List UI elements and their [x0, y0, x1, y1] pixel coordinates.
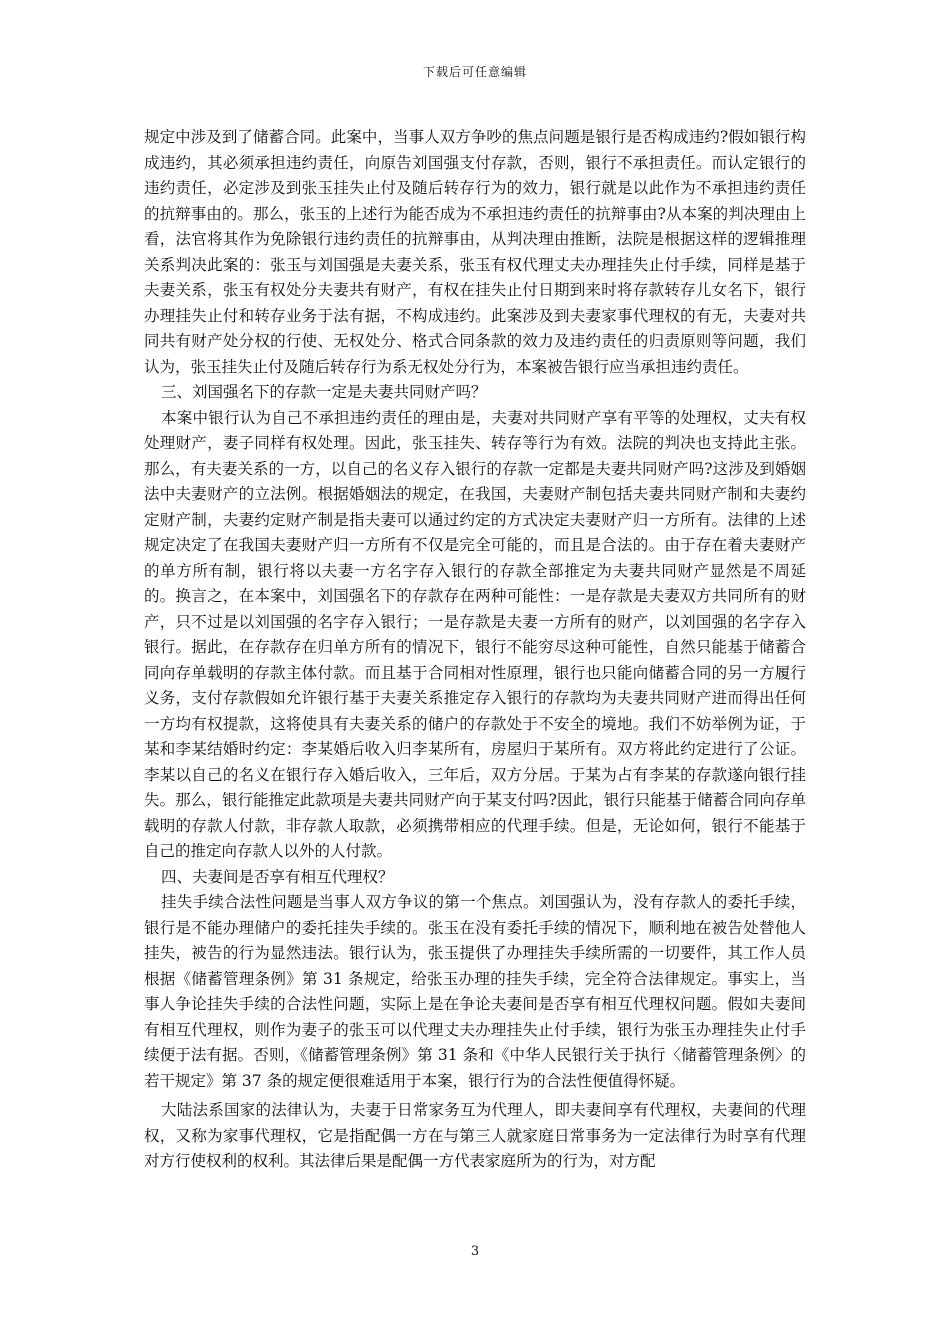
paragraph: 大陆法系国家的法律认为，夫妻于日常家务互为代理人，即夫妻间享有代理权，夫妻间的代理权，又称为家事代理权，它是指配偶一方在与第三人就家庭日常事务为一定法律行为时享有代理对方行使权利的权利。其法律后果是配偶一方代表家庭所为的行为，对方配 [144, 1101, 806, 1170]
paragraph: 挂失手续合法性问题是当事人双方争议的第一个焦点。刘国强认为，没有存款人的委托手续，银行是不能办理储户的委托挂失手续的。张玉在没有委托手续的情况下，顺利地在被告处替他人挂失，被告的行为显然违法。银行认为，张玉提供了办理挂失手续所需的一切要件，其工作人员根据《储蓄管理条例》第 31 条规定，给张玉办理的挂失手续，完全符合法律规定。事实上，当事人争论挂失手续的合法性问题，实际上是在争论夫妻间是否享有相互代理权问题。假如夫妻间有相互代理权，则作为妻子的张玉可以代理丈夫办理挂失止付手续，银行为张玉办理挂失止付手续便于法有据。否则，《储蓄管理条例》第 31 条和《中华人民银行关于执行〈储蓄管理条例〉的若干规定》第 37 条的规定便很难适用于本案，银行行为的合法性便值得怀疑。 [144, 893, 806, 1090]
document-body [144, 125, 806, 1175]
page-number: 3 [470, 1244, 480, 1259]
paragraph-continuation: 规定中涉及到了储蓄合同。此案中，当事人双方争吵的焦点问题是银行是否构成违约?假如银行构成违约，其必须承担违约责任，向原告刘国强支付存款，否则，银行不承担责任。而认定银行的违约责任，必定涉及到张玉挂失止付及随后转存行为的效力，银行就是以此作为不承担违约责任的抗辩事由的。那么，张玉的上述行为能否成为不承担违约责任的抗辩事由?从本案的判决理由上看，法官将其作为免除银行违约责任的抗辩事由，从判决理由推断，法院是根据这样的逻辑推理关系判决此案的：张玉与刘国强是夫妻关系，张玉有权代理丈夫办理挂失止付手续，同样是基于夫妻关系，张玉有权处分夫妻共有财产，有权在挂失止付日期到来时将存款转存儿女名下，银行办理挂失止付和转存业务于法有据，不构成违约。此案涉及到夫妻家事代理权的有无，夫妻对共同共有财产处分权的行使、无权处分、格式合同条款的效力及违约责任的归责原则等问题，我们认为，张玉挂失止付及随后转存行为系无权处分行为，本案被告银行应当承担违约责任。 [144, 128, 806, 376]
paragraph: 本案中银行认为自己不承担违约责任的理由是，夫妻对共同财产享有平等的处理权，丈夫有权处理财产，妻子同样有权处理。因此，张玉挂失、转存等行为有效。法院的判决也支持此主张。那么，有夫妻关系的一方，以自己的名义存入银行的存款一定都是夫妻共同财产吗?这涉及到婚姻法中夫妻财产的立法例。根据婚姻法的规定，在我国，夫妻财产制包括夫妻共同财产制和夫妻约定财产制，夫妻约定财产制是指夫妻可以通过约定的方式决定夫妻财产归一方所有。法律的上述规定决定了在我国夫妻财产归一方所有不仅是完全可能的，而且是合法的。由于存在着夫妻财产的单方所有制，银行将以夫妻一方名字存入银行的存款全部推定为夫妻共同财产显然是不周延的。换言之，在本案中，刘国强名下的存款存在两种可能性：一是存款是夫妻双方共同所有的财产，只不过是以刘国强的名字存入银行；一是存款是夫妻一方所有的财产，以刘国强的名字存入银行。据此，在存款存在归单方所有的情况下，银行不能穷尽这种可能性，自然只能基于储蓄合同向存单载明的存款主体付款。而且基于合同相对性原理，银行也只能向储蓄合同的另一方履行义务，支付存款假如允许银行基于夫妻关系推定存入银行的存款均为夫妻共同财产进而得出任何一方均有权提款，这将使具有夫妻关系的储户的存款处于不安全的境地。我们不妨举例为证，于某和李某结婚时约定：李某婚后收入归李某所有，房屋归于某所有。双方将此约定进行了公证。李某以自己的名义在银行存入婚后收入，三年后，双方分居。于某为占有李某的存款遂向银行挂失。那么，银行能推定此款项是夫妻共同财产向于某支付吗?因此，银行只能基于储蓄合同向存单载明的存款人付款，非存款人取款，必须携带相应的代理手续。但是，无论如何，银行不能基于自己的推定向存款人以外的人付款。 [144, 408, 806, 860]
section-heading-3: 三、刘国强名下的存款一定是夫妻共同财产吗？ [161, 383, 487, 401]
page-header: 下载后可任意编辑 [422, 65, 527, 79]
section-heading-4: 四、夫妻间是否享有相互代理权？ [161, 867, 394, 886]
